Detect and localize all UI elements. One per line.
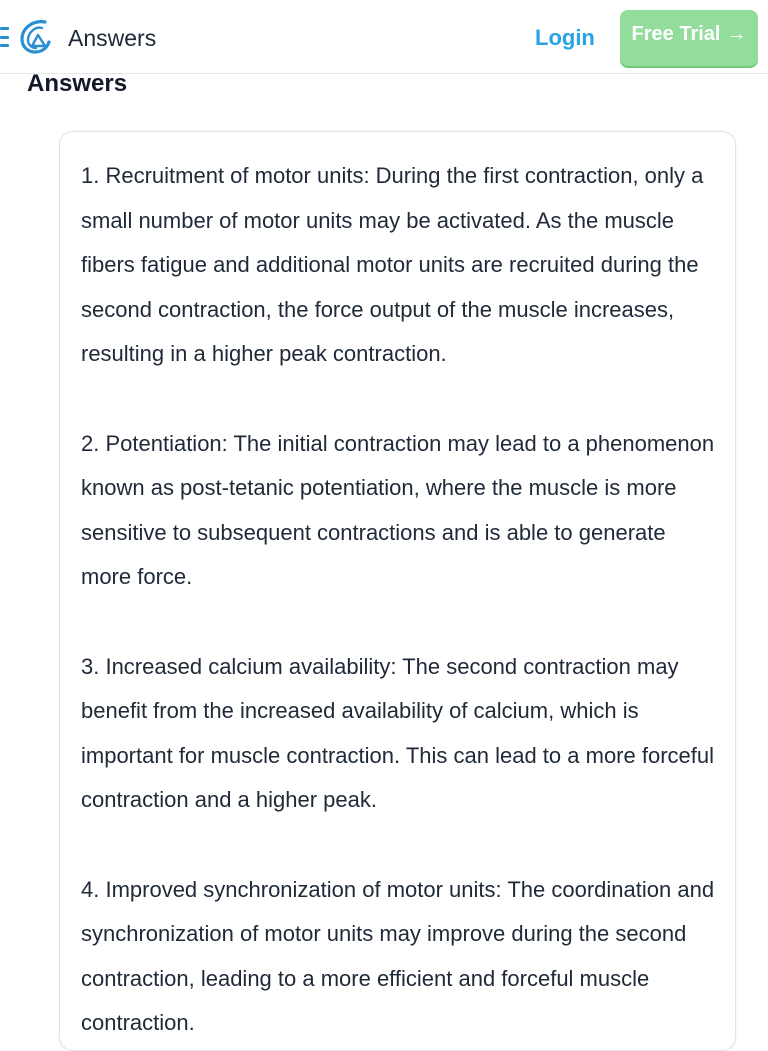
arrow-right-icon: → — [726, 23, 747, 45]
brand-logo-icon[interactable] — [18, 16, 54, 56]
menu-line — [0, 44, 9, 47]
answer-card — [59, 131, 736, 1051]
hamburger-menu-icon[interactable] — [0, 27, 9, 47]
answer-paragraph: 3. Increased calcium availability: The second contraction may benefit from the increased availability of calcium, which is important for muscle contraction. This can lead to a more forceful contraction and a higher peak. — [81, 653, 714, 813]
answer-paragraph: 4. Improved synchronization of motor units: The coordination and synchronization of motor units may improve during the second contraction, leading to a more efficient and forceful muscle contraction. — [81, 876, 715, 1036]
menu-line — [0, 27, 9, 30]
answer-paragraph: 1. Recruitment of motor units: During the first contraction, only a small number of motor units may be activated. As the muscle fibers fatigue and additional motor units are recruited during the second contraction, the force output of the muscle increases, resulting in a higher peak contraction. — [81, 163, 704, 367]
login-link[interactable]: Login — [535, 25, 595, 50]
answer-paragraph: 2. Potentiation: The initial contraction may lead to a phenomenon known as post-tetanic potentiation, where the muscle is more sensitive to subsequent contractions and is able to generate more force. — [81, 430, 715, 590]
brand-name[interactable]: Answers — [68, 25, 157, 51]
free-trial-label: Free Trial — [631, 23, 721, 45]
section-heading: Answers — [27, 70, 128, 97]
top-navigation-bar — [0, 0, 768, 74]
free-trial-button[interactable] — [620, 10, 758, 66]
menu-line — [0, 36, 9, 39]
